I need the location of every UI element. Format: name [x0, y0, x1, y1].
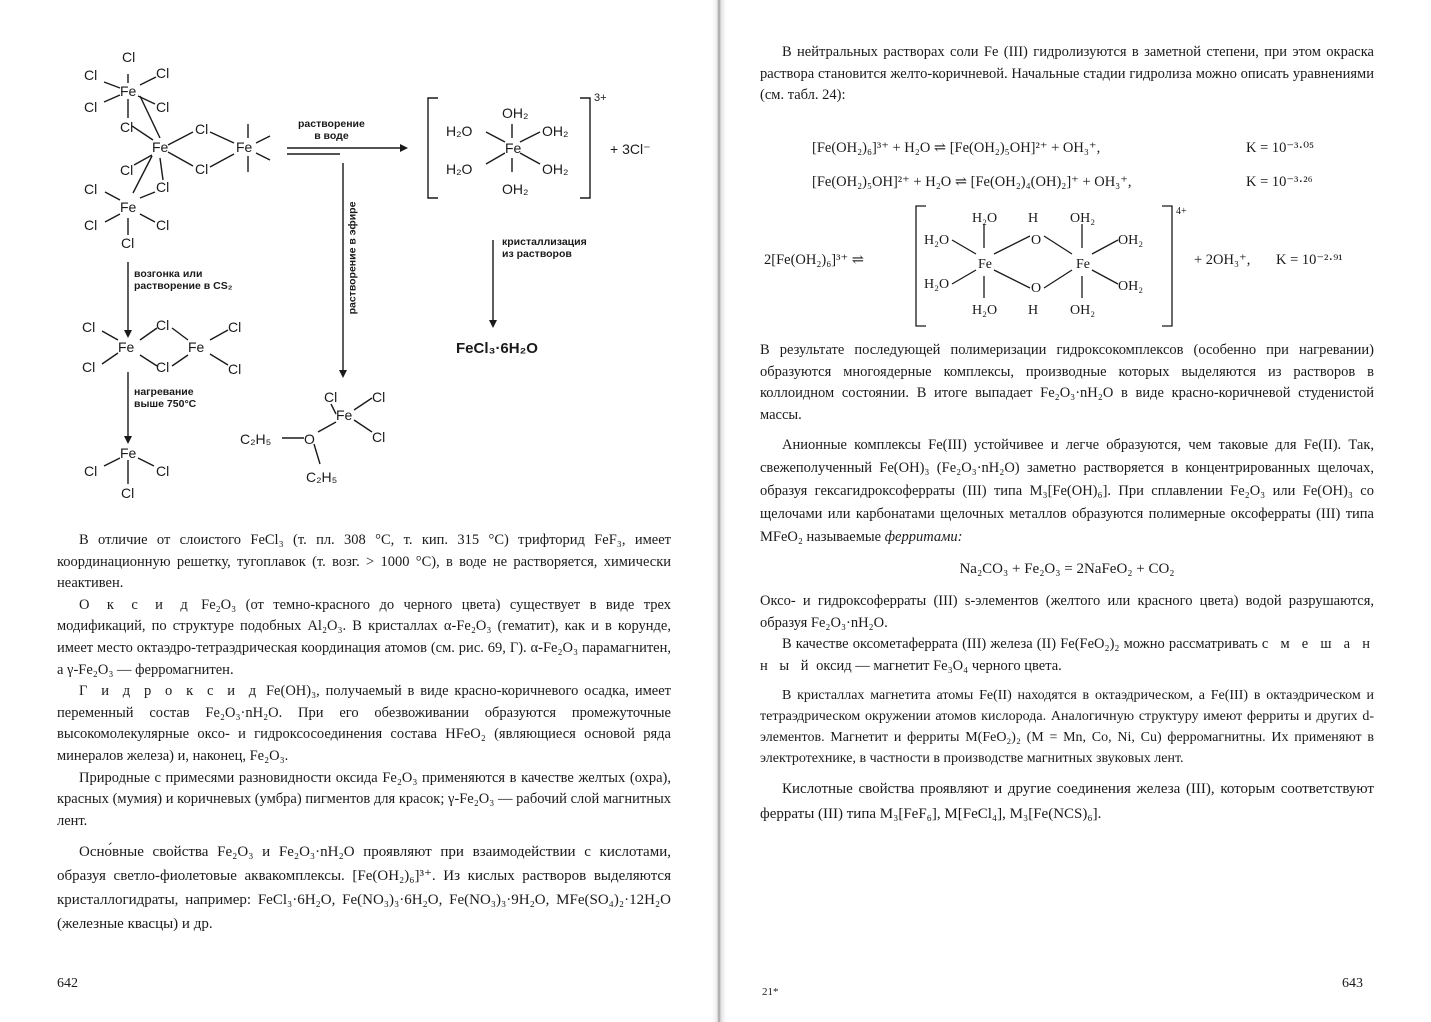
svg-text:Cl: Cl — [156, 359, 170, 375]
svg-text:H₂O: H₂O — [972, 211, 998, 226]
svg-text:Fe: Fe — [236, 139, 253, 155]
svg-text:Cl: Cl — [372, 429, 386, 445]
svg-text:Cl: Cl — [156, 317, 170, 333]
crystal-hydrate-product: FeCl₃·6H₂O — [456, 340, 538, 357]
svg-text:H: H — [1028, 303, 1039, 318]
centered-equation: Na₂CO₃ + Fe₂O₃ = 2NaFeO₂ + CO₂ — [959, 561, 1175, 578]
paragraph-fef3: В отличие от слоистого FeCl₃ (т. пл. 308 °С, т. кип. 315 °С) трифторид FeF₃, имеет координационную решетку, тугоплавок (т. возг. > 1000 °С), в воде не растворяется, химически неактивен. — [57, 532, 671, 592]
page-number-right: 643 — [1342, 976, 1363, 991]
svg-text:Cl: Cl — [84, 67, 98, 83]
svg-text:OH₂: OH₂ — [542, 123, 569, 139]
svg-text:Cl: Cl — [195, 121, 209, 137]
equation-k-3: K = 10⁻²·⁹¹ — [1276, 252, 1343, 268]
svg-text:Cl: Cl — [120, 119, 134, 135]
svg-text:O: O — [304, 431, 315, 447]
svg-text:Cl: Cl — [156, 463, 170, 479]
svg-text:Fe: Fe — [120, 83, 137, 99]
svg-text:Fe: Fe — [120, 445, 137, 461]
svg-text:OH₂: OH₂ — [502, 105, 529, 121]
paragraph-pigments: Природные с примесями разновидности оксида Fe₂O₃ применяются в качестве желтых (охра), красных (мумия) и коричневых (умбра) пигментов для красок; γ-Fe₂O₃ — рабочий слой магнитных лент. — [57, 769, 671, 829]
arrow-label-sublimation: возгонка или растворение в CS₂ — [134, 268, 233, 292]
svg-text:OH₂: OH₂ — [1070, 211, 1096, 226]
svg-text:Cl: Cl — [84, 217, 98, 233]
svg-text:Cl: Cl — [156, 99, 170, 115]
svg-text:Cl: Cl — [84, 181, 98, 197]
equation-hydrolysis-1: [Fe(OH₂)₆]³⁺ + H₂O ⇌ [Fe(OH₂)₅OH]²⁺ + OH₃⁺, — [812, 140, 1101, 156]
svg-text:OH₂: OH₂ — [1070, 303, 1096, 318]
svg-text:O: O — [1031, 281, 1042, 296]
svg-text:H₂O: H₂O — [924, 233, 950, 248]
arrow-label-dissolve-water: растворение в воде — [298, 118, 365, 142]
binuclear-charge: 4+ — [1176, 206, 1187, 217]
svg-text:O: O — [1031, 233, 1042, 248]
signature-mark: 21* — [762, 986, 779, 998]
svg-text:OH₂: OH₂ — [542, 161, 569, 177]
svg-text:Fe: Fe — [188, 339, 205, 355]
equation-hydrolysis-2: [Fe(OH₂)₅OH]²⁺ + H₂O ⇌ [Fe(OH₂)₄(OH)₂]⁺ + OH₃⁺, — [812, 174, 1132, 190]
svg-text:Fe: Fe — [505, 140, 522, 156]
complex-charge: 3+ — [594, 92, 607, 104]
svg-text:Cl: Cl — [156, 217, 170, 233]
paragraph-oxoferrates: Оксо- и гидроксоферраты (III) s-элементов (желтого или красного цвета) водой разрушаются, образуя Fe₂O₃·nH₂O. — [760, 592, 1374, 631]
svg-text:Cl: Cl — [228, 361, 242, 377]
svg-text:H₂O: H₂O — [446, 161, 473, 177]
svg-text:H₂O: H₂O — [972, 303, 998, 318]
svg-text:Cl: Cl — [195, 161, 209, 177]
svg-text:Cl: Cl — [121, 235, 135, 251]
svg-text:H₂O: H₂O — [446, 123, 473, 139]
arrow-label-ether: растворение в эфире — [346, 201, 359, 315]
svg-text:OH₂: OH₂ — [1118, 233, 1144, 248]
svg-text:Fe: Fe — [1076, 257, 1090, 272]
svg-text:Fe: Fe — [336, 407, 353, 423]
equation-dimerization-right: + 2OH₃⁺, — [1194, 252, 1251, 268]
svg-text:OH₂: OH₂ — [502, 181, 529, 197]
equation-k-1: K = 10⁻³·⁰⁵ — [1246, 140, 1315, 156]
svg-text:Cl: Cl — [82, 319, 96, 335]
paragraph-crystal-structure: В кристаллах магнетита атомы Fe(II) находятся в октаэдрическом, а Fe(III) в октаэдрическом и тетраэдрическом окружении атомов кислорода. Аналогичную структуру имеют ферриты и других d-элементов. Магнетит и ферриты M(FeO₂)₂ (M = Mn, Co, Ni, Cu) ферромагнитны. Их применяют в электротехнике, в частности в производстве магнитных звуковых лент. — [760, 688, 1374, 767]
hydrolysis-intro: В нейтральных растворах соли Fe (III) гидролизуются в заметной степени, при этом окраска раствора становится желто-коричневой. Начальные стадии гидролиза можно описать уравнениями (см. табл. 24): — [760, 44, 1374, 104]
svg-text:Cl: Cl — [228, 319, 242, 335]
term-hydroxide: Г и д р о к с и д — [79, 683, 261, 700]
paragraph-acidic-properties: Кислотные свойства проявляют и другие соединения железа (III), которым соответствуют ферраты (III) типа M₃[FeF₆], M[FeCl₄], M₃[Fe(NCS)₆]. — [760, 781, 1374, 823]
paragraph-hydroxide: Г и д р о к с и д Fe(OH)₃, получаемый в виде красно-коричневого осадка, имеет переменный состав Fe₂O₃·nH₂O. При его обезвоживании образуются промежуточные высокомолекулярные оксо- и гидроксосоединения состава HFeO₂ (являющиеся основой ряда минералов железа) и, наконец, Fe₂O₃. — [57, 683, 672, 764]
left-body-text — [57, 530, 671, 936]
equation-k-2: K = 10⁻³·²⁶ — [1246, 174, 1313, 190]
paragraph-oxide: О к с и д Fe₂O₃ (от темно-красного до черного цвета) существует в виде трех модификаций, по структуре подобных Al₂O₃. В кристаллах α-Fe₂O₃ (гематит), как и в корунде, имеет место октаэдро-тетраэдрическая координация атомов (см. рис. 69, Г). α-Fe₂O₃ парамагнитен, а γ-Fe₂O₃ — ферромагнитен. — [57, 596, 671, 678]
chloride-ions: + 3Cl⁻ — [610, 141, 651, 157]
svg-text:Cl: Cl — [372, 389, 386, 405]
term-ferrites: ферритами: — [884, 529, 963, 546]
equation-dimerization-left: 2[Fe(OH₂)₆]³⁺ ⇌ — [764, 252, 864, 268]
arrow-label-crystallization: кристаллизация из растворов — [502, 236, 587, 260]
svg-text:OH₂: OH₂ — [1118, 279, 1144, 294]
arrow-label-heating: нагревание выше 750°C — [134, 386, 197, 410]
right-page — [716, 0, 1431, 1022]
paragraph-basic-properties: Осно́вные свойства Fe₂O₃ и Fe₂O₃·nH₂O проявляют при взаимодействии с кислотами, образуя светло-фиолетовые аквакомплексы. [Fe(OH₂)₆]³⁺. Из кислых растворов выделяются кристаллогидраты, например: FeCl₃·6H₂O, Fe(NO₃)₃·6H₂O, Fe(NO₃)₃·9H₂O, MFe(SO₄)₂·12H₂O (железные квасцы) и др. — [57, 844, 671, 933]
right-body-text — [760, 340, 1374, 827]
paragraph-anionic-complexes: Анионные комплексы Fe(III) устойчивее и легче образуются, чем таковые для Fe(II). Так, свежеполученный Fe(OH)₃ (Fe₂O₃·nH₂O) заметно растворяется в концентрированных щелочах, образуя гексагидроксоферраты (III) типа M₃[Fe(OH)₆]. При сплавлении Fe₂O₃ или Fe(OH)₃ со щелочами или карбонатами щелочных металлов образуются полимерные оксоферраты (III) типа MFeO₂ называемые ферритами: — [760, 437, 1374, 546]
svg-text:Fe: Fe — [118, 339, 135, 355]
svg-text:Cl: Cl — [156, 65, 170, 81]
svg-text:Cl: Cl — [84, 463, 98, 479]
svg-text:C₂H₅: C₂H₅ — [240, 431, 272, 447]
term-mixed: с м е ш а н н ы й — [760, 636, 1374, 674]
page-number-left: 642 — [57, 976, 78, 991]
svg-text:H₂O: H₂O — [924, 277, 950, 292]
svg-text:Cl: Cl — [324, 389, 338, 405]
svg-text:H: H — [1028, 211, 1039, 226]
svg-text:Cl: Cl — [84, 99, 98, 115]
paragraph-polymerization: В результате последующей полимеризации гидроксокомплексов (особенно при нагревании) образуются многоядерные комплексы, производные которых выделяются из растворов в коллоидном состоянии. В итоге выпадает Fe₂O₃·nH₂O в виде красно-коричневой студенистой массы. — [760, 342, 1374, 423]
binuclear-complex — [912, 202, 1192, 330]
svg-text:Fe: Fe — [152, 139, 169, 155]
svg-text:Cl: Cl — [121, 485, 135, 501]
paragraph-magnetite: В качестве оксометаферрата (III) железа (II) Fe(FeO₂)₂ можно рассматривать с м е ш а н н ы й оксид — магнетит Fe₃O₄ черного цвета. — [760, 636, 1374, 674]
svg-text:Fe: Fe — [978, 257, 992, 272]
term-oxide: О к с и д — [79, 596, 192, 613]
svg-text:Fe: Fe — [120, 199, 137, 215]
svg-text:Cl: Cl — [120, 162, 134, 178]
svg-text:Cl: Cl — [122, 49, 136, 65]
svg-text:Cl: Cl — [156, 179, 170, 195]
svg-text:Cl: Cl — [82, 359, 96, 375]
svg-text:C₂H₅: C₂H₅ — [306, 469, 338, 485]
